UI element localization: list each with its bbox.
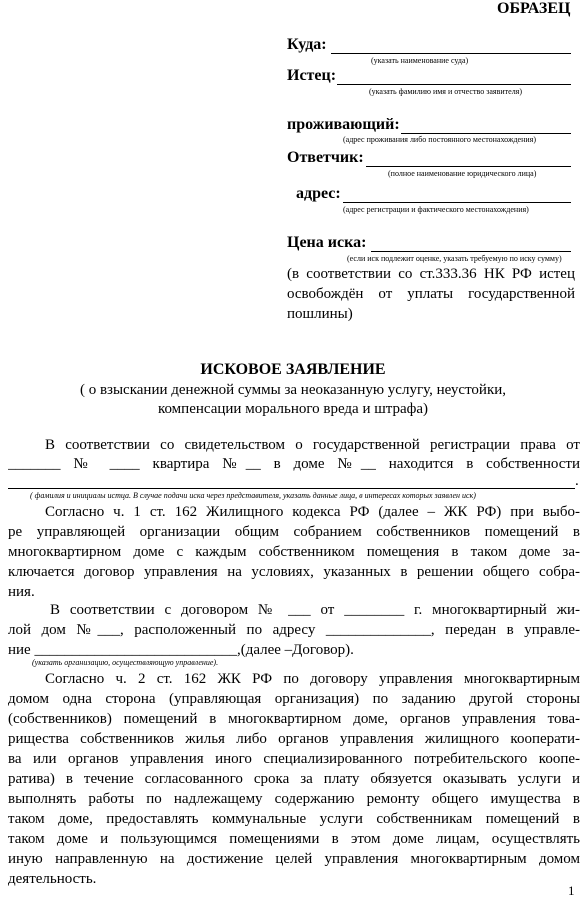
sample-stamp: ОБРАЗЕЦ — [497, 0, 571, 17]
paragraph-1-fill-line — [8, 488, 575, 489]
paragraph-4-line-4: рищества собственников жилья либо органов управления жилищного кооперати- — [8, 731, 580, 747]
paragraph-1-hint: ( фамилия и инициалы истца. В случае подачи иска через представителя, указать данные лица, в интересах которых заявлен иск) — [30, 491, 476, 500]
kuda-fill-line — [331, 53, 571, 54]
paragraph-4-line-6: ратива) в течение согласованного срока за плату обязуется оказывать услуги и — [8, 771, 580, 787]
adres-hint: (адрес регистрации и фактического местонахождения) — [343, 205, 529, 214]
paragraph-1-line-1: В соответствии со свидетельством о государственной регистрации права от — [45, 437, 580, 453]
kuda-label: Куда: — [287, 36, 327, 53]
paragraph-2-line-5: ния. — [8, 584, 35, 600]
cena-label: Цена иска: — [287, 234, 367, 251]
otvetchik-hint: (полное наименование юридического лица) — [388, 169, 537, 178]
paragraph-4-line-1: Согласно ч. 2 ст. 162 ЖК РФ по договору управления многоквартирным — [45, 671, 580, 687]
paragraph-4-line-7: выполнять работы по надлежащему содержанию ремонту общего имущества в — [8, 791, 580, 807]
paragraph-4-line-9: таком доме и пользующимся помещениями в этом доме лицам, осуществлять — [8, 831, 580, 847]
istec-hint: (указать фамилию имя и отчество заявителя) — [369, 87, 523, 96]
paragraph-1-period: . — [575, 473, 579, 489]
paragraph-3-line-3: ние ___________________________,(далее –Договор). — [8, 642, 354, 658]
paragraph-4-line-3: (собственников) помещений в многоквартирном доме, органов управления това- — [8, 711, 580, 727]
paragraph-2-line-1: Согласно ч. 1 ст. 162 Жилищного кодекса РФ (далее – ЖК РФ) при выбо- — [45, 504, 580, 520]
paragraph-1-line-2: _______ № ____ квартира №__ в доме №__ находится в собственности — [8, 456, 580, 472]
cena-hint: (если иск подлежит оценке, указать требуемую по иску сумму) — [347, 254, 562, 263]
paragraph-4-line-10: иную направленную на достижение целей управления многоквартирным домом — [8, 851, 580, 867]
cena-fill-line — [371, 251, 571, 252]
istec-label: Истец: — [287, 67, 337, 84]
paragraph-3-line-2: лой дом №___, расположенный по адресу ______________, передан в управле- — [8, 622, 580, 638]
paragraph-3-hint: (указать организацию, осуществляющую управление). — [32, 658, 219, 667]
prozhivayushchiy-label: проживающий: — [287, 116, 400, 133]
paragraph-2-line-2: ре управляющей организации общим собранием собственников помещений в — [8, 524, 580, 540]
paragraph-4-line-8: таком доме, предоставлять коммунальные услуги собственникам помещений в — [8, 811, 580, 827]
paragraph-4-line-11: деятельность. — [8, 871, 97, 887]
paragraph-4-line-2: домом одна сторона (управляющая организация) по заданию другой стороны — [8, 691, 580, 707]
exemption-note-line-3: пошлины) — [287, 306, 353, 322]
adres-label: адрес: — [296, 185, 341, 202]
prozhivayushchiy-hint: (адрес проживания либо постоянного местонахождения) — [343, 135, 537, 144]
paragraph-2-line-4: ключается договор управления на условиях, указанных в решении общего собра- — [8, 564, 580, 580]
exemption-note-line-1: (в соответствии со ст.333.36 НК РФ истец — [287, 266, 575, 282]
adres-fill-line — [343, 202, 571, 203]
paragraph-2-line-3: многоквартирном доме с каждым собственником помещения в таком доме за- — [8, 544, 580, 560]
document-subtitle-line-1: ( о взыскании денежной суммы за неоказанную услугу, неустойки, — [79, 382, 507, 398]
prozhivayushchiy-fill-line — [401, 133, 571, 134]
exemption-note-line-2: освобождён от уплаты государственной — [287, 286, 575, 302]
paragraph-3-line-1: В соответствии с договором № ___ от ________ г. многоквартирный жи- — [50, 602, 580, 618]
paragraph-4-line-5: ва или органов управления иного специализированного потребительского коопе- — [8, 751, 580, 767]
document-title: ИСКОВОЕ ЗАЯВЛЕНИЕ — [200, 361, 386, 378]
kuda-hint: (указать наименование суда) — [371, 56, 469, 65]
otvetchik-label: Ответчик: — [287, 149, 364, 166]
istec-fill-line — [337, 84, 571, 85]
otvetchik-fill-line — [366, 166, 571, 167]
page-number: 1 — [568, 883, 575, 898]
document-subtitle-line-2: компенсации морального вреда и штрафа) — [157, 401, 429, 417]
